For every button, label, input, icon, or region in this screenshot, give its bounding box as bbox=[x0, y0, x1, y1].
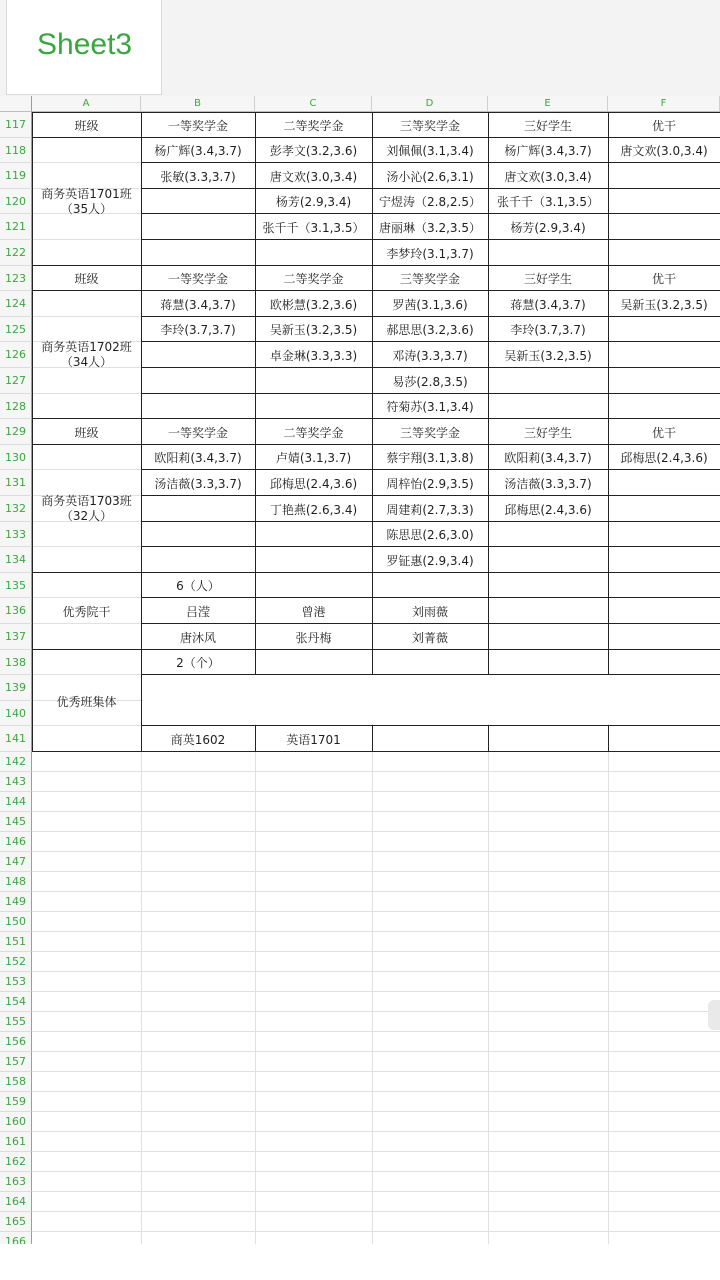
award-cell[interactable]: 罗钲惠(2.9,3.4) bbox=[386, 553, 474, 568]
excellent-class-count[interactable]: 2（个） bbox=[176, 656, 220, 670]
award-cell[interactable] bbox=[488, 547, 608, 573]
gridline-row bbox=[32, 1011, 720, 1012]
row-header[interactable]: 145 bbox=[0, 812, 32, 832]
table-border bbox=[141, 597, 720, 598]
gridline-row bbox=[32, 851, 720, 852]
award-cell[interactable] bbox=[141, 547, 255, 573]
table-border bbox=[141, 623, 720, 624]
row-header[interactable]: 122 bbox=[0, 240, 32, 266]
section-header-cell[interactable]: 三好学生 bbox=[523, 272, 572, 286]
gridline-row bbox=[32, 791, 720, 792]
section-header-cell[interactable]: 一等奖学金 bbox=[167, 118, 228, 133]
award-cell[interactable] bbox=[608, 189, 720, 214]
table-border bbox=[255, 726, 256, 752]
award-cell[interactable] bbox=[255, 522, 372, 547]
award-cell[interactable]: 唐文欢(3.0,3.4) bbox=[620, 144, 708, 158]
section-header-cell[interactable]: 一等奖学金 bbox=[167, 272, 228, 286]
award-cell[interactable]: 汤洁薇(3.3,3.7) bbox=[504, 476, 592, 491]
cadre-name-cell[interactable]: 刘菁薇 bbox=[411, 630, 448, 645]
section-header-cell[interactable]: 三等奖学金 bbox=[399, 425, 460, 440]
gridline-row bbox=[32, 1131, 720, 1132]
table-border bbox=[141, 316, 720, 317]
table-border bbox=[255, 573, 256, 650]
award-cell[interactable] bbox=[608, 470, 720, 496]
table-border bbox=[372, 112, 373, 266]
gridline-row bbox=[32, 951, 720, 952]
row-header[interactable]: 130 bbox=[0, 445, 32, 470]
award-cell[interactable] bbox=[488, 368, 608, 394]
excellent-cadres-count[interactable]: 6（人） bbox=[176, 579, 220, 593]
row-header[interactable]: 152 bbox=[0, 952, 32, 972]
award-cell[interactable] bbox=[488, 394, 608, 419]
table-border bbox=[608, 650, 609, 675]
award-cell[interactable] bbox=[488, 522, 608, 547]
row-header[interactable]: 121 bbox=[0, 214, 32, 240]
award-cell[interactable] bbox=[608, 522, 720, 547]
gridline-row bbox=[32, 1191, 720, 1192]
table-border bbox=[141, 650, 142, 752]
row-header[interactable]: 131 bbox=[0, 470, 32, 496]
row-header[interactable]: 150 bbox=[0, 912, 32, 932]
row-header[interactable]: 164 bbox=[0, 1192, 32, 1212]
column-header-c[interactable]: C bbox=[255, 96, 372, 112]
table-border bbox=[32, 650, 33, 752]
gridline-row bbox=[32, 1071, 720, 1072]
award-cell[interactable]: 唐丽琳（3.2,3.5） bbox=[379, 220, 481, 235]
merged-cover bbox=[143, 675, 720, 724]
gridline-row bbox=[32, 1091, 720, 1092]
row-header[interactable]: 135 bbox=[0, 573, 32, 598]
table-border bbox=[488, 112, 489, 266]
table-border bbox=[488, 573, 489, 650]
row-header[interactable]: 117 bbox=[0, 112, 32, 138]
row-header[interactable]: 149 bbox=[0, 892, 32, 912]
table-border bbox=[141, 341, 720, 342]
award-cell[interactable]: 吴新玉(3.2,3.5) bbox=[504, 348, 592, 363]
section-header-cell[interactable]: 一等奖学金 bbox=[167, 425, 228, 440]
row-header[interactable]: 155 bbox=[0, 1012, 32, 1032]
award-cell[interactable]: 杨广辉(3.4,3.7) bbox=[504, 144, 592, 158]
table-border bbox=[32, 751, 720, 752]
scrollbar-handle[interactable] bbox=[708, 1000, 720, 1030]
row-header[interactable]: 123 bbox=[0, 266, 32, 291]
table-border bbox=[32, 290, 720, 291]
gridline-row bbox=[32, 831, 720, 832]
table-border bbox=[488, 726, 489, 752]
table-border bbox=[141, 266, 142, 419]
excellent-cadres-label[interactable]: 优秀院干 bbox=[62, 605, 111, 619]
cadre-name-cell[interactable]: 张丹梅 bbox=[295, 630, 332, 645]
row-header[interactable]: 118 bbox=[0, 138, 32, 163]
section-header-cell[interactable]: 优干 bbox=[651, 425, 676, 440]
table-border bbox=[608, 266, 609, 419]
table-border bbox=[32, 137, 720, 138]
row-header[interactable]: 159 bbox=[0, 1092, 32, 1112]
table-border bbox=[32, 112, 720, 113]
gridline-row bbox=[32, 871, 720, 872]
column-header-f[interactable]: F bbox=[608, 96, 720, 112]
table-border bbox=[372, 419, 373, 573]
row-header[interactable]: 151 bbox=[0, 932, 32, 952]
row-header[interactable]: 162 bbox=[0, 1152, 32, 1172]
award-cell[interactable]: 刘佩佩(3.1,3.4) bbox=[386, 144, 474, 158]
gridline-row bbox=[32, 1171, 720, 1172]
sheet-tab-label: Sheet3 bbox=[37, 28, 133, 61]
section-header-cell[interactable]: 优干 bbox=[651, 272, 676, 286]
award-cell[interactable] bbox=[141, 522, 255, 547]
award-cell[interactable]: 李梦玲(3.1,3.7) bbox=[386, 246, 474, 261]
section-header-cell[interactable]: 三好学生 bbox=[523, 118, 572, 133]
section-header-cell[interactable]: 班级 bbox=[74, 272, 99, 286]
row-header[interactable]: 160 bbox=[0, 1112, 32, 1132]
award-cell[interactable]: 邱梅思(2.4,3.6) bbox=[620, 451, 708, 465]
section-header-cell[interactable]: 二等奖学金 bbox=[283, 425, 344, 440]
award-cell[interactable]: 吴新玉(3.2,3.5) bbox=[269, 323, 358, 337]
award-cell[interactable]: 唐文欢(3.0,3.4) bbox=[504, 169, 592, 184]
award-cell[interactable]: 欧阳莉(3.4,3.7) bbox=[154, 451, 242, 465]
table-border bbox=[372, 726, 373, 752]
award-cell[interactable]: 杨芳(2.9,3.4) bbox=[510, 220, 586, 235]
table-border bbox=[141, 573, 142, 650]
table-border bbox=[32, 266, 33, 419]
award-cell[interactable] bbox=[255, 368, 372, 394]
table-border bbox=[32, 573, 33, 650]
row-header[interactable]: 157 bbox=[0, 1052, 32, 1072]
award-cell[interactable] bbox=[255, 547, 372, 573]
award-cell[interactable] bbox=[608, 163, 720, 189]
row-header[interactable]: 125 bbox=[0, 317, 32, 342]
award-cell[interactable]: 周建莉(2.7,3.3) bbox=[386, 502, 474, 517]
award-cell[interactable]: 易莎(2.8,3.5) bbox=[392, 374, 468, 389]
section-header-cell[interactable]: 三等奖学金 bbox=[399, 272, 460, 286]
sheet-tab-bar bbox=[0, 0, 720, 96]
table-border bbox=[141, 188, 720, 189]
cadre-name-cell[interactable]: 唐沐风 bbox=[179, 630, 216, 645]
spreadsheet-grid[interactable] bbox=[0, 96, 720, 1244]
table-border bbox=[141, 393, 720, 394]
section-header-cell[interactable]: 二等奖学金 bbox=[283, 118, 344, 133]
table-border bbox=[141, 239, 720, 240]
row-header[interactable]: 139 bbox=[0, 675, 32, 701]
award-cell[interactable]: 张敏(3.3,3.7) bbox=[160, 169, 236, 184]
row-header[interactable]: 126 bbox=[0, 342, 32, 368]
award-cell[interactable]: 欧彬慧(3.2,3.6) bbox=[269, 297, 358, 312]
gridline-row bbox=[32, 1051, 720, 1052]
table-border bbox=[141, 521, 720, 522]
column-header-d[interactable]: D bbox=[372, 96, 488, 112]
table-border bbox=[372, 650, 373, 675]
table-border bbox=[255, 112, 256, 266]
row-header[interactable]: 148 bbox=[0, 872, 32, 892]
table-border bbox=[141, 495, 720, 496]
award-cell[interactable]: 唐文欢(3.0,3.4) bbox=[269, 169, 358, 184]
award-cell[interactable]: 张千千（3.1,3.5） bbox=[497, 195, 599, 209]
cadre-name-cell[interactable]: 吕滢 bbox=[185, 604, 210, 619]
gridline-row bbox=[32, 911, 720, 912]
excellent-class-cell[interactable]: 英语1701 bbox=[286, 732, 341, 747]
row-header[interactable]: 133 bbox=[0, 522, 32, 547]
award-cell[interactable]: 李玲(3.7,3.7) bbox=[160, 323, 236, 337]
award-cell[interactable]: 丁艳燕(2.6,3.4) bbox=[269, 502, 358, 517]
row-header[interactable]: 142 bbox=[0, 752, 32, 772]
award-cell[interactable] bbox=[608, 342, 720, 368]
row-header[interactable]: 156 bbox=[0, 1032, 32, 1052]
class-name-cell[interactable]: 商务英语1703班 （32人） bbox=[41, 494, 132, 523]
row-header[interactable]: 154 bbox=[0, 992, 32, 1012]
award-cell[interactable]: 罗茜(3.1,3.6) bbox=[392, 297, 468, 312]
table-border bbox=[488, 266, 489, 419]
column-header-b[interactable]: B bbox=[141, 96, 255, 112]
section-header-cell[interactable]: 三好学生 bbox=[523, 425, 572, 440]
row-header[interactable]: 146 bbox=[0, 832, 32, 852]
table-border bbox=[32, 419, 33, 573]
gridline-row bbox=[32, 1111, 720, 1112]
table-border bbox=[255, 266, 256, 419]
table-border bbox=[255, 419, 256, 573]
award-cell[interactable] bbox=[608, 368, 720, 394]
table-border bbox=[141, 112, 142, 266]
award-cell[interactable]: 吴新玉(3.2,3.5) bbox=[620, 297, 708, 312]
award-cell[interactable]: 杨芳(2.9,3.4) bbox=[275, 195, 352, 209]
section-header-cell[interactable]: 三等奖学金 bbox=[399, 118, 460, 133]
excellent-class-label[interactable]: 优秀班集体 bbox=[56, 694, 117, 709]
award-cell[interactable] bbox=[141, 368, 255, 394]
row-header[interactable]: 143 bbox=[0, 772, 32, 792]
award-cell[interactable]: 蔡宇翔(3.1,3.8) bbox=[386, 451, 474, 465]
gridline-row bbox=[32, 891, 720, 892]
award-cell[interactable]: 汤小沁(2.6,3.1) bbox=[386, 169, 474, 184]
row-header[interactable]: 132 bbox=[0, 496, 32, 522]
row-header[interactable]: 137 bbox=[0, 624, 32, 650]
award-cell[interactable]: 彭孝文(3.2,3.6) bbox=[269, 144, 358, 158]
row-header[interactable]: 166 bbox=[0, 1232, 32, 1244]
award-cell[interactable]: 郝思思(3.2,3.6) bbox=[386, 323, 474, 337]
award-cell[interactable] bbox=[255, 240, 372, 266]
row-header[interactable]: 161 bbox=[0, 1132, 32, 1152]
table-border bbox=[141, 469, 720, 470]
gridline-row bbox=[32, 931, 720, 932]
table-border bbox=[608, 573, 609, 650]
row-header[interactable]: 129 bbox=[0, 419, 32, 445]
award-cell[interactable]: 符菊苏(3.1,3.4) bbox=[386, 400, 474, 414]
table-border bbox=[608, 112, 609, 266]
award-cell[interactable] bbox=[608, 496, 720, 522]
column-header-a[interactable]: A bbox=[32, 96, 141, 112]
table-border bbox=[372, 266, 373, 419]
award-cell[interactable] bbox=[141, 342, 255, 368]
award-cell[interactable]: 邱梅思(2.4,3.6) bbox=[269, 476, 358, 491]
section-header-cell[interactable]: 二等奖学金 bbox=[283, 272, 344, 286]
award-cell[interactable]: 张千千（3.1,3.5） bbox=[262, 220, 365, 235]
section-header-cell[interactable]: 班级 bbox=[74, 118, 99, 133]
award-cell[interactable] bbox=[488, 240, 608, 266]
row-header[interactable]: 124 bbox=[0, 291, 32, 317]
award-cell[interactable]: 陈思思(2.6,3.0) bbox=[386, 528, 474, 542]
award-cell[interactable]: 李玲(3.7,3.7) bbox=[510, 323, 586, 337]
table-border bbox=[32, 444, 720, 445]
table-border bbox=[141, 367, 720, 368]
row-header[interactable]: 119 bbox=[0, 163, 32, 189]
award-cell[interactable]: 周梓怡(2.9,3.5) bbox=[386, 476, 474, 491]
cadre-name-cell[interactable]: 曾港 bbox=[301, 604, 326, 619]
award-cell[interactable]: 邓涛(3.3,3.7) bbox=[392, 348, 468, 363]
cadre-name-cell[interactable]: 刘雨薇 bbox=[411, 604, 448, 619]
award-cell[interactable] bbox=[141, 214, 255, 240]
class-name-cell[interactable]: 商务英语1702班 （34人） bbox=[41, 340, 132, 369]
table-border bbox=[488, 419, 489, 573]
row-header[interactable]: 138 bbox=[0, 650, 32, 675]
award-cell[interactable] bbox=[608, 214, 720, 240]
table-border bbox=[141, 162, 720, 163]
gridline-row bbox=[32, 1151, 720, 1152]
table-border bbox=[141, 419, 142, 573]
row-header[interactable]: 141 bbox=[0, 726, 32, 752]
gridline-row bbox=[32, 991, 720, 992]
gridline-row bbox=[32, 1031, 720, 1032]
select-all-corner[interactable] bbox=[0, 96, 32, 112]
table-border bbox=[488, 650, 489, 675]
table-border bbox=[141, 546, 720, 547]
award-cell[interactable]: 汤洁薇(3.3,3.7) bbox=[154, 476, 242, 491]
gridline-row bbox=[32, 971, 720, 972]
award-cell[interactable] bbox=[141, 240, 255, 266]
row-header[interactable]: 120 bbox=[0, 189, 32, 214]
row-header[interactable]: 144 bbox=[0, 792, 32, 812]
section-header-cell[interactable]: 班级 bbox=[74, 425, 99, 440]
award-cell[interactable] bbox=[608, 394, 720, 419]
table-border bbox=[141, 725, 720, 726]
row-header[interactable]: 127 bbox=[0, 368, 32, 394]
gridline-row bbox=[32, 811, 720, 812]
table-border bbox=[32, 112, 33, 266]
bottom-strip bbox=[0, 1244, 720, 1280]
row-header[interactable]: 134 bbox=[0, 547, 32, 573]
award-cell[interactable] bbox=[141, 496, 255, 522]
table-border bbox=[255, 650, 256, 675]
table-border bbox=[141, 213, 720, 214]
gridline-row bbox=[32, 1211, 720, 1212]
column-header-e[interactable]: E bbox=[488, 96, 608, 112]
gridline-row bbox=[32, 771, 720, 772]
award-cell[interactable] bbox=[141, 394, 255, 419]
table-border bbox=[608, 419, 609, 573]
row-header[interactable]: 147 bbox=[0, 852, 32, 872]
row-header[interactable]: 165 bbox=[0, 1212, 32, 1232]
gridline-row bbox=[32, 1231, 720, 1232]
award-cell[interactable]: 宁煜涛（2.8,2.5） bbox=[379, 195, 481, 209]
row-header[interactable]: 163 bbox=[0, 1172, 32, 1192]
row-header[interactable]: 153 bbox=[0, 972, 32, 992]
award-cell[interactable]: 邱梅思(2.4,3.6) bbox=[504, 502, 592, 517]
row-header[interactable]: 128 bbox=[0, 394, 32, 419]
award-cell[interactable]: 杨广辉(3.4,3.7) bbox=[154, 144, 242, 158]
award-cell[interactable] bbox=[608, 317, 720, 342]
award-cell[interactable] bbox=[141, 189, 255, 214]
award-cell[interactable] bbox=[608, 240, 720, 266]
class-name-cell[interactable]: 商务英语1701班 （35人） bbox=[41, 187, 132, 216]
table-border bbox=[372, 573, 373, 650]
award-cell[interactable]: 卢婧(3.1,3.7) bbox=[275, 451, 352, 465]
award-cell[interactable] bbox=[255, 394, 372, 419]
award-cell[interactable]: 蒋慧(3.4,3.7) bbox=[160, 297, 236, 312]
award-cell[interactable]: 欧阳莉(3.4,3.7) bbox=[504, 451, 592, 465]
table-border bbox=[608, 726, 609, 752]
row-header[interactable]: 140 bbox=[0, 701, 32, 726]
excellent-class-cell[interactable]: 商英1602 bbox=[170, 732, 226, 747]
row-header[interactable]: 158 bbox=[0, 1072, 32, 1092]
award-cell[interactable] bbox=[608, 547, 720, 573]
section-header-cell[interactable]: 优干 bbox=[651, 118, 676, 133]
sheet-tab-sheet3[interactable] bbox=[6, 0, 162, 95]
row-header[interactable]: 136 bbox=[0, 598, 32, 624]
award-cell[interactable]: 蒋慧(3.4,3.7) bbox=[510, 297, 586, 312]
award-cell[interactable]: 卓金琳(3.3,3.3) bbox=[269, 348, 358, 363]
